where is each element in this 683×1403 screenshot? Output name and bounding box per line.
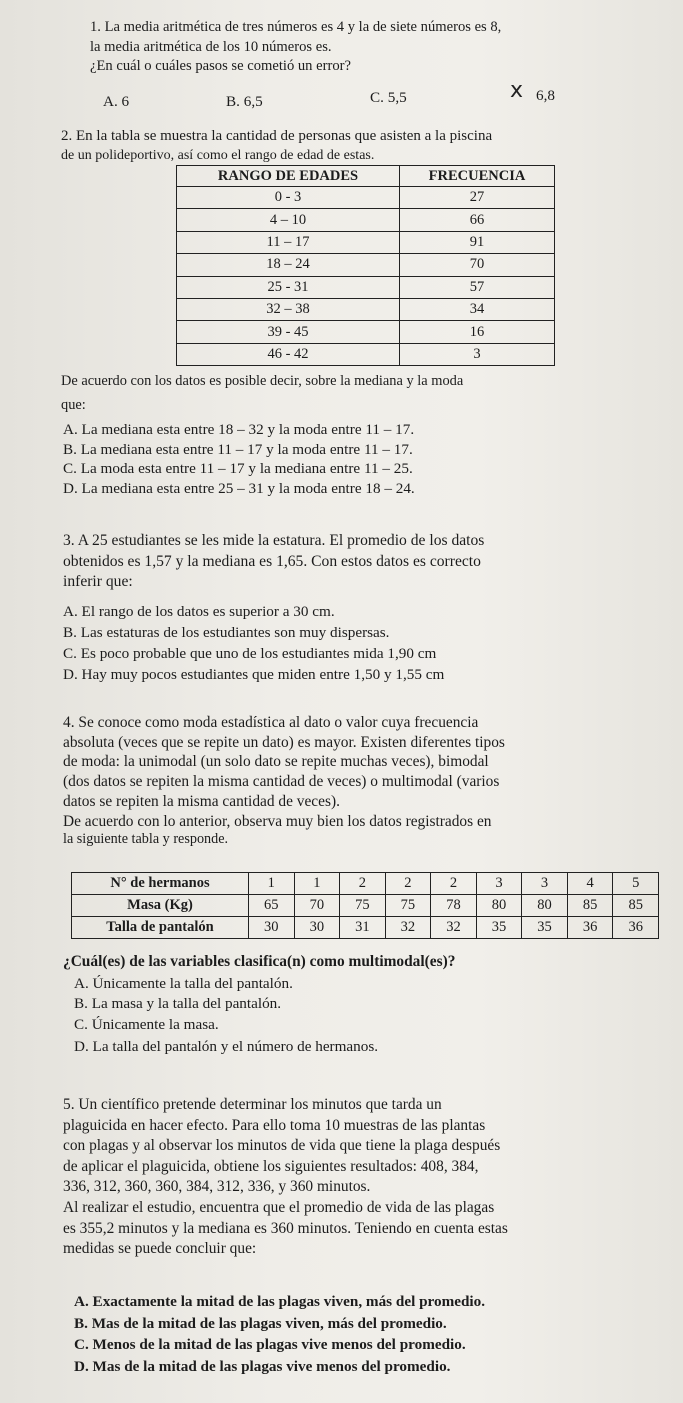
siblings-mass-size-table	[71, 872, 659, 939]
age-frequency-table	[176, 165, 555, 366]
table-cell: 31	[340, 917, 386, 939]
freq-cell: 70	[400, 254, 555, 276]
table-cell: 80	[476, 895, 522, 917]
row-label: N° de hermanos	[72, 873, 249, 895]
age-cell: 18 – 24	[177, 254, 400, 276]
table-cell: 30	[249, 917, 295, 939]
header-frequency: FRECUENCIA	[400, 166, 555, 187]
question-1	[90, 18, 501, 77]
table-row	[177, 209, 555, 231]
table-cell: 3	[522, 873, 568, 895]
table-row	[177, 343, 555, 365]
age-cell: 11 – 17	[177, 231, 400, 253]
freq-cell: 66	[400, 209, 555, 231]
q5-line-7: es 355,2 minutos y la mediana es 360 minutos. Teniendo en cuenta estas	[63, 1219, 508, 1237]
question-2	[61, 127, 492, 164]
freq-cell: 34	[400, 298, 555, 320]
freq-cell: 16	[400, 321, 555, 343]
q4-options	[74, 974, 378, 1059]
table-cell: 85	[613, 895, 659, 917]
q3-line-3: inferir que:	[63, 573, 133, 590]
q4-option-b[interactable]: B. La masa y la talla del pantalón.	[74, 995, 282, 1013]
q5-options	[74, 1291, 485, 1377]
table-cell: 2	[431, 873, 477, 895]
freq-cell: 57	[400, 276, 555, 298]
q4-option-c[interactable]: C. Únicamente la masa.	[74, 1015, 219, 1033]
q2-options	[63, 420, 415, 498]
table-row	[177, 321, 555, 343]
q4-line-3: de moda: la unimodal (un solo dato se repite muchas veces), bimodal	[63, 753, 489, 771]
q5-option-a[interactable]: A. Exactamente la mitad de las plagas viven, más del promedio.	[74, 1293, 486, 1310]
freq-cell: 27	[400, 187, 555, 209]
freq-cell: 91	[400, 231, 555, 253]
age-cell: 39 - 45	[177, 321, 400, 343]
q2-after-1: De acuerdo con los datos es posible decir, sobre la mediana y la moda	[61, 373, 464, 389]
table-cell: 65	[249, 895, 295, 917]
question-5	[63, 1095, 508, 1260]
table-cell: 35	[476, 917, 522, 939]
age-cell: 32 – 38	[177, 298, 400, 320]
table-cell: 5	[613, 873, 659, 895]
question-3	[63, 531, 484, 593]
table-cell: 35	[522, 917, 568, 939]
q4-option-a[interactable]: A. Únicamente la talla del pantalón.	[74, 975, 293, 992]
q2-prompt	[61, 372, 463, 415]
q2-option-b[interactable]: B. La mediana esta entre 11 – 17 y la moda entre 11 – 17.	[63, 440, 413, 458]
row-label: Masa (Kg)	[72, 895, 249, 917]
table-cell: 85	[567, 895, 613, 917]
table-row	[72, 873, 659, 895]
q1-option-b[interactable]: B. 6,5	[226, 93, 263, 110]
q1-option-c[interactable]: C. 5,5	[370, 89, 407, 106]
q4-line-4: (dos datos se repiten la misma cantidad de veces) o multimodal (varios	[63, 773, 500, 791]
q5-line-6: Al realizar el estudio, encuentra que el promedio de vida de las plagas	[63, 1198, 495, 1216]
table-cell: 75	[340, 895, 386, 917]
q4-option-d[interactable]: D. La talla del pantalón y el número de hermanos.	[74, 1037, 379, 1055]
age-cell: 46 - 42	[177, 343, 400, 365]
q4-line-5: datos se repiten la misma cantidad de veces).	[63, 792, 340, 810]
q5-line-4: de aplicar el plaguicida, obtiene los siguientes resultados: 408, 384,	[63, 1157, 479, 1175]
q5-line-1: 5. Un científico pretende determinar los minutos que tarda un	[63, 1096, 442, 1113]
q3-line-1: 3. A 25 estudiantes se les mide la estatura. El promedio de los datos	[63, 532, 485, 549]
q1-line-1: 1. La media aritmética de tres números es 4 y la de siete números es 8,	[90, 19, 502, 35]
q5-line-2: plaguicida en hacer efecto. Para ello toma 10 muestras de las plantas	[63, 1116, 486, 1134]
q2-option-c[interactable]: C. La moda esta entre 11 – 17 y la mediana entre 11 – 25.	[63, 460, 413, 478]
question-4	[63, 713, 505, 847]
table-cell: 32	[431, 917, 477, 939]
row-label: Talla de pantalón	[72, 917, 249, 939]
table-row	[72, 917, 659, 939]
q2-line-2: de un polideportivo, así como el rango de edad de estas.	[61, 147, 375, 163]
table-header-row	[177, 166, 555, 187]
table-cell: 75	[385, 895, 431, 917]
q5-option-d[interactable]: D. Mas de la mitad de las plagas vive menos del promedio.	[74, 1357, 451, 1375]
q2-option-a[interactable]: A. La mediana esta entre 18 – 32 y la moda entre 11 – 17.	[63, 421, 415, 438]
table-cell: 3	[476, 873, 522, 895]
table-cell: 1	[294, 873, 340, 895]
q4-question-text: ¿Cuál(es) de las variables clasifica(n) como multimodal(es)?	[63, 953, 456, 970]
table-row	[72, 895, 659, 917]
q1-option-d[interactable]: 6,8	[536, 87, 555, 104]
q3-options	[63, 601, 444, 685]
table-cell: 2	[340, 873, 386, 895]
table-cell: 4	[567, 873, 613, 895]
table-cell: 30	[294, 917, 340, 939]
q2-line-1: 2. En la tabla se muestra la cantidad de personas que asisten a la piscina	[61, 128, 493, 144]
q5-line-3: con plagas y al observar los minutos de vida que tiene la plaga después	[63, 1137, 501, 1155]
age-cell: 4 – 10	[177, 209, 400, 231]
header-age-range: RANGO DE EDADES	[177, 166, 400, 187]
table-cell: 2	[385, 873, 431, 895]
table-cell: 78	[431, 895, 477, 917]
q2-option-d[interactable]: D. La mediana esta entre 25 – 31 y la moda entre 18 – 24.	[63, 479, 415, 497]
q1-line-3: ¿En cuál o cuáles pasos se cometió un error?	[90, 58, 351, 75]
age-cell: 25 - 31	[177, 276, 400, 298]
q3-option-c[interactable]: C. Es poco probable que uno de los estudiantes mida 1,90 cm	[63, 645, 437, 662]
table-cell: 80	[522, 895, 568, 917]
q3-option-a[interactable]: A. El rango de los datos es superior a 30 cm.	[63, 603, 335, 620]
q5-option-c[interactable]: C. Menos de la mitad de las plagas vive menos del promedio.	[74, 1336, 466, 1353]
q1-line-2: la media aritmética de los 10 números es.	[90, 38, 332, 55]
q3-option-d[interactable]: D. Hay muy pocos estudiantes que miden entre 1,50 y 1,55 cm	[63, 666, 445, 683]
table-cell: 70	[294, 895, 340, 917]
q3-line-2: obtenidos es 1,57 y la mediana es 1,65. Con estos datos es correcto	[63, 552, 481, 570]
q4-question	[63, 952, 455, 972]
q4-line-6: De acuerdo con lo anterior, observa muy bien los datos registrados en	[63, 812, 492, 830]
check-mark-icon: ⅹ	[510, 78, 524, 103]
table-row	[177, 254, 555, 276]
q5-line-5: 336, 312, 360, 360, 384, 312, 336, y 360 minutos.	[63, 1178, 371, 1196]
q5-line-8: medidas se puede concluir que:	[63, 1240, 257, 1258]
table-cell: 36	[567, 917, 613, 939]
q5-option-b[interactable]: B. Mas de la mitad de las plagas viven, más del promedio.	[74, 1314, 447, 1332]
q4-line-7: la siguiente tabla y responde.	[63, 831, 229, 848]
q4-line-1: 4. Se conoce como moda estadística al dato o valor cuya frecuencia	[63, 714, 479, 731]
q2-after-2: que:	[61, 396, 86, 413]
q1-option-a[interactable]: A. 6	[103, 93, 130, 110]
age-cell: 0 - 3	[177, 187, 400, 209]
table-cell: 32	[385, 917, 431, 939]
table-row	[177, 231, 555, 253]
table-row	[177, 276, 555, 298]
q4-line-2: absoluta (veces que se repite un dato) es mayor. Existen diferentes tipos	[63, 733, 505, 751]
table-cell: 36	[613, 917, 659, 939]
q3-option-b[interactable]: B. Las estaturas de los estudiantes son muy dispersas.	[63, 624, 390, 641]
table-row	[177, 187, 555, 209]
freq-cell: 3	[400, 343, 555, 365]
table-row	[177, 298, 555, 320]
table-cell: 1	[249, 873, 295, 895]
